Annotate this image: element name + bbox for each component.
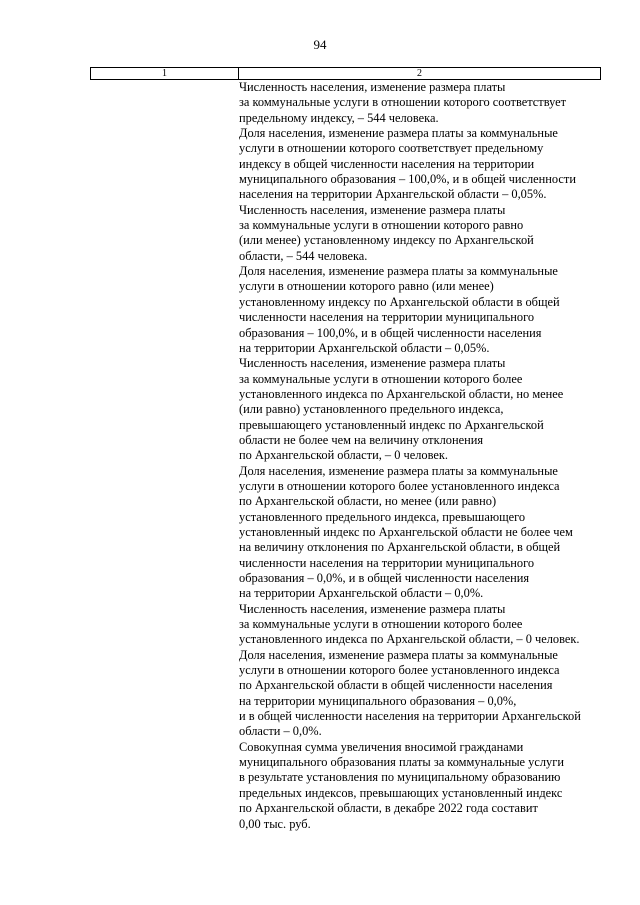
text-line: и в общей численности населения на территории Архангельской: [239, 709, 581, 724]
text-line: за коммунальные услуги в отношении которого соответствует: [239, 95, 567, 110]
table-header-row: [90, 67, 601, 80]
text-line: Совокупная сумма увеличения вносимой гражданами: [239, 739, 524, 754]
text-line: 0,00 тыс. руб.: [239, 816, 311, 831]
text-line: превышающего установленный индекс по Архангельской: [239, 417, 544, 432]
text-line: по Архангельской области, в декабре 2022 года составит: [239, 801, 538, 816]
page-number: 94: [313, 37, 327, 52]
text-line: муниципального образования платы за коммунальные услуги: [239, 755, 564, 770]
text-line: Доля населения, изменение размера платы за коммунальные: [239, 264, 558, 279]
text-line: за коммунальные услуги в отношении которого более: [239, 371, 523, 386]
text-line: установленному индексу по Архангельской области в общей: [239, 294, 560, 309]
text-line: (или равно) установленного предельного индекса,: [239, 402, 504, 417]
text-line: услуги в отношении которого соответствует предельному: [239, 141, 544, 156]
column-2-cell: [237, 80, 601, 832]
text-line: по Архангельской области, – 0 человек.: [239, 448, 449, 463]
text-line: Численность населения, изменение размера платы: [239, 80, 506, 94]
text-line: услуги в отношении которого более установленного индекса: [239, 478, 560, 493]
table-row: [90, 80, 601, 832]
text-line: установленный индекс по Архангельской области не более чем: [239, 524, 573, 539]
text-line: по Архангельской области в общей численности населения: [239, 678, 553, 693]
text-line: на территории Архангельской области – 0,05%.: [239, 340, 490, 355]
text-line: в результате установления по муниципальному образованию: [239, 770, 561, 785]
text-line: образования – 0,0%, и в общей численности населения: [239, 571, 530, 585]
text-line: на территории муниципального образования – 0,0%,: [239, 693, 517, 708]
text-line: на территории Архангельской области – 0,0%.: [239, 586, 484, 601]
text-line: численности населения на территории муниципального: [239, 555, 535, 570]
text-line: предельному индексу, – 544 человека.: [239, 110, 439, 125]
text-line: установленного предельного индекса, превышающего: [239, 509, 526, 524]
text-line: области не более чем на величину отклонения: [239, 432, 484, 447]
text-line: численности населения на территории муниципального: [239, 310, 535, 325]
text-line: услуги в отношении которого равно (или менее): [239, 279, 494, 294]
text-line: области, – 544 человека.: [239, 248, 368, 263]
text-line: (или менее) установленному индексу по Архангельской: [239, 233, 534, 248]
column-1-cell: [90, 80, 237, 832]
text-line: Численность населения, изменение размера платы: [239, 601, 506, 616]
text-line: предельных индексов, превышающих установленный индекс: [239, 785, 563, 800]
text-line: Численность населения, изменение размера платы: [239, 356, 506, 371]
text-line: Доля населения, изменение размера платы за коммунальные: [239, 647, 558, 662]
text-line: за коммунальные услуги в отношении которого равно: [239, 218, 524, 233]
text-line: Доля населения, изменение размера платы за коммунальные: [239, 463, 558, 478]
text-line: за коммунальные услуги в отношении которого более: [239, 617, 523, 632]
text-line: муниципального образования – 100,0%, и в общей численности: [239, 172, 576, 187]
column-header-2: 2: [417, 68, 422, 79]
text-line: Доля населения, изменение размера платы за коммунальные: [239, 126, 558, 141]
text-line: установленного индекса по Архангельской области, но менее: [239, 386, 564, 401]
text-line: образования – 100,0%, и в общей численности населения: [239, 325, 542, 340]
text-line: области – 0,0%.: [239, 724, 322, 739]
column-header-1: 1: [91, 68, 239, 79]
data-table: [90, 67, 601, 832]
text-line: на величину отклонения по Архангельской области, в общей: [239, 540, 561, 555]
text-line: установленного индекса по Архангельской области, – 0 человек.: [239, 632, 580, 647]
text-line: населения на территории Архангельской области – 0,05%.: [239, 187, 547, 202]
text-line: Численность населения, изменение размера платы: [239, 202, 506, 217]
text-line: по Архангельской области, но менее (или равно): [239, 494, 497, 509]
text-line: услуги в отношении которого более установленного индекса: [239, 663, 560, 678]
text-line: индексу в общей численности населения на территории: [239, 156, 535, 171]
